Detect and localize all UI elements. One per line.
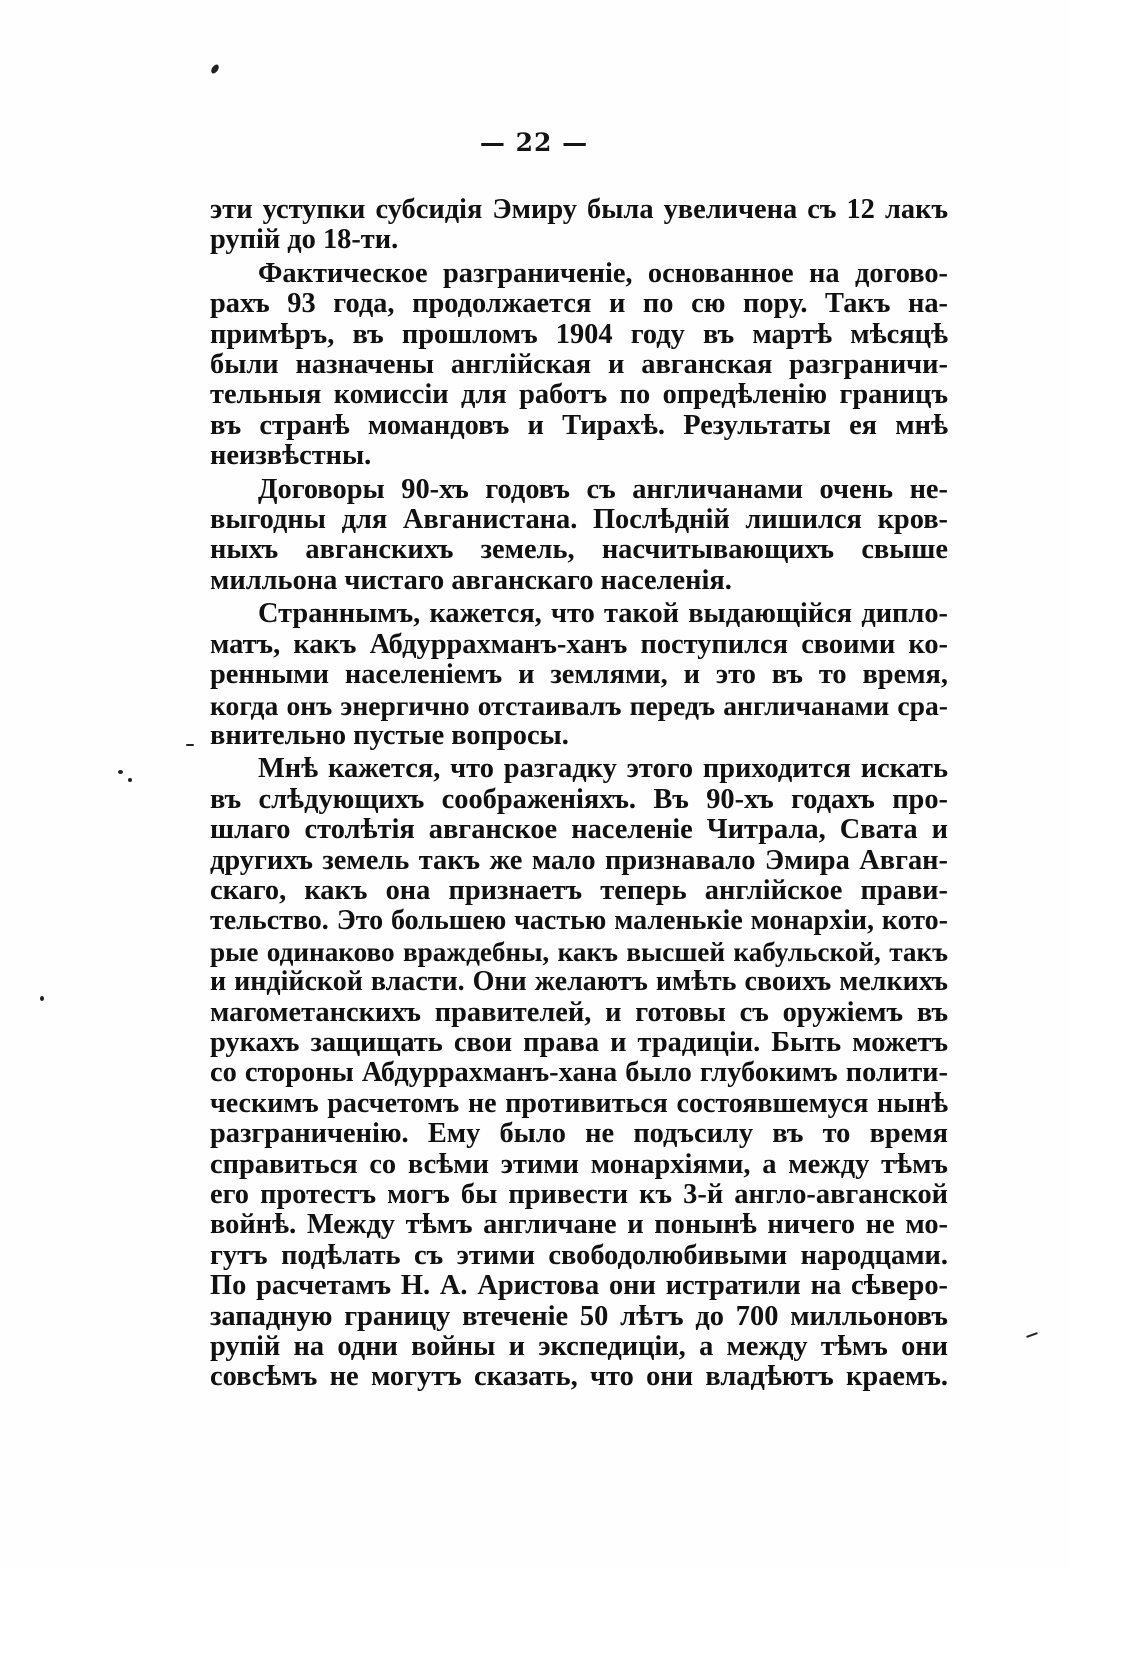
text-line: примѣръ, въ прошломъ 1904 году въ мартѣ мѣсяцѣ (210, 318, 948, 350)
text-line: западную границу втеченіе 50 лѣтъ до 700 милльоновъ (210, 1300, 948, 1332)
text-line: справиться со всѣми этими монархіями, а между тѣмъ (210, 1148, 948, 1180)
text-line: и индійской власти. Они желаютъ имѣть своихъ мелкихъ (210, 966, 948, 998)
text-line: магометанскихъ правителей, и готовы съ оружіемъ въ (210, 996, 948, 1028)
page-number: — 22 — (479, 128, 589, 157)
text-line: шлаго столѣтія авганское населеніе Читрала, Свата и (210, 814, 948, 846)
text-line: выгодны для Авганистана. Послѣдній лишился кров- (210, 504, 948, 536)
text-line: тельство. Это большею частью маленькіе монархіи, кото- (210, 905, 948, 937)
text-line: тельныя комиссіи для работъ по опредѣленію границъ (210, 379, 948, 411)
ink-speck (210, 63, 221, 75)
text-line: рые одинаково враждебны, какъ высшей кабульской, такъ (210, 936, 948, 967)
text-line: Мнѣ кажется, что разгадку этого приходится искать (258, 753, 948, 785)
paragraph (210, 754, 948, 1393)
text-line: Фактическое разграниченіе, основанное на догово- (258, 257, 948, 289)
text-line: со стороны Абдуррахманъ-хана было глубокимъ полити- (210, 1057, 948, 1089)
text-line: войнѣ. Между тѣмъ англичане и понынѣ ничего не мо- (210, 1209, 948, 1241)
paragraph (210, 259, 948, 472)
text-line: внительно пустые вопросы. (210, 719, 569, 751)
ink-speck (1026, 1332, 1038, 1338)
text-line: ныхъ авганскихъ земель, насчитывающихъ свыше (210, 534, 948, 566)
text-line: рупій на одни войны и экспедиціи, а между тѣмъ они (210, 1331, 948, 1363)
paragraph (210, 195, 948, 256)
text-line: Страннымъ, кажется, что такой выдающійся дипло- (258, 598, 948, 630)
text-line: По расчетамъ Н. А. Аристова они истратили на сѣверо- (210, 1270, 948, 1302)
text-line: скаго, какъ она признаетъ теперь англійское прави- (210, 874, 948, 906)
text-line: рахъ 93 года, продолжается и по сю пору. Такъ на- (210, 288, 948, 320)
ink-speck (128, 778, 132, 782)
text-line: другихъ земель такъ же мало признавало Эмира Авган- (210, 844, 948, 876)
paragraph (210, 475, 948, 597)
text-line: его протестъ могъ бы привести къ 3-й англо-авганской (210, 1179, 948, 1210)
text-line: ренными населеніемъ и землями, и это въ то время, (210, 659, 948, 691)
text-line: гутъ подѣлать съ этими свободолюбивыми народцами. (210, 1239, 948, 1271)
text-line: матъ, какъ Абдуррахманъ-ханъ поступился своими ко- (210, 628, 948, 660)
ink-speck (186, 744, 194, 746)
text-line: Договоры 90-хъ годовъ съ англичанами очень не- (258, 473, 948, 505)
text-line: милльона чистаго авганскаго населенія. (210, 564, 732, 596)
body-text (210, 195, 948, 1393)
text-line: когда онъ энергично отстаивалъ передъ англичанами сра- (210, 689, 948, 721)
paragraph (210, 599, 948, 751)
text-line: эти уступки субсидія Эмиру была увеличена съ 12 лакъ (210, 194, 948, 225)
text-line: неизвѣстны. (210, 440, 372, 472)
text-line: въ странѣ момандовъ и Тирахѣ. Результаты ея мнѣ (210, 409, 948, 441)
text-line: были назначены англійская и авганская разграничи- (210, 349, 948, 381)
text-line: совсѣмъ не могутъ сказать, что они владѣютъ краемъ. (210, 1361, 948, 1393)
ink-speck (40, 996, 44, 1001)
text-line: въ слѣдующихъ соображеніяхъ. Въ 90-хъ годахъ про- (210, 783, 948, 815)
ink-speck (118, 770, 123, 774)
text-line: рукахъ защищать свои права и традиціи. Быть можетъ (210, 1026, 948, 1058)
text-line: разграниченію. Ему было не подъсилу въ то время (210, 1118, 948, 1150)
text-line: рупій до 18-ти. (210, 224, 399, 256)
text-line: ческимъ расчетомъ не противиться состоявшемуся нынѣ (210, 1087, 948, 1119)
